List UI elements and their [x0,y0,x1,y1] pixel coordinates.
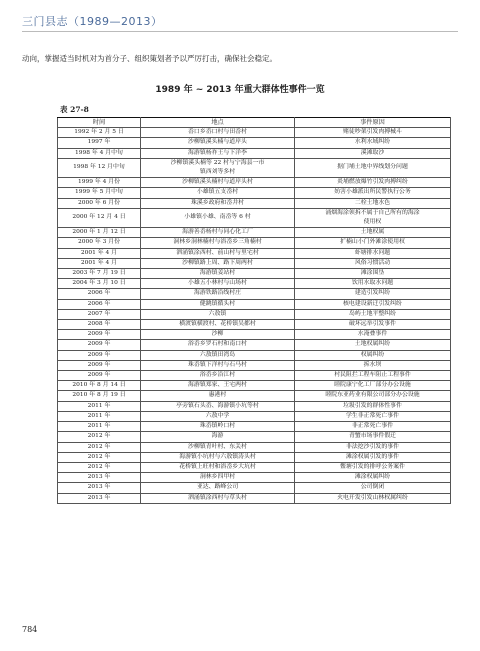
cell-cause: 火电开发引发山林权属纠纷 [295,493,451,503]
cell-location: 小雄五小林村与山场村 [141,279,295,289]
cell-cause: 垃圾引发的群体性事件 [295,401,451,411]
table-number: 表 27-8 [60,105,89,114]
cell-time: 2000 年 3 月份 [58,238,141,248]
cell-time: 2008 年 [58,320,141,330]
cell-location: 海游镇杨祚王与下洋李 [141,148,295,158]
cell-location: 洞林乡四甲村 [141,473,295,483]
cell-location: 珠岙镇下洋村与石马村 [141,360,295,370]
header-time: 时间 [58,118,141,128]
cell-time: 1999 年 5 月中旬 [58,188,141,198]
cell-location: 惠港村 [141,391,295,401]
cell-location: 沙柳镇溪头楠等 22 村与宁海县一市 镇西刘等多村 [141,158,295,177]
table-row [58,391,451,401]
cell-location: 小雄镇小雄、南岙等 6 村 [141,208,295,227]
cell-cause: 土地权属 [295,228,451,238]
cell-location: 沙柳 [141,330,295,340]
cell-time: 2001 年 4 月 [58,248,141,258]
table-row [58,269,451,279]
table-row [58,138,451,148]
cell-time: 2011 年 [58,422,141,432]
cell-time: 2013 年 [58,473,141,483]
cell-cause: 饮用水取水问题 [295,279,451,289]
cell-cause: 涌烟海涂领拆不属于自己所有的海涂 使用权 [295,208,451,227]
cell-location: 浴岙乡沿江村 [141,371,295,381]
cell-time: 2012 年 [58,452,141,462]
cell-cause: 非法挖沙引发的事件 [295,442,451,452]
cell-time: 2011 年 [58,401,141,411]
cell-location: 亚达、路峰公司 [141,483,295,493]
cell-cause: 滩涂权属纠纷 [295,473,451,483]
cell-location: 六敖中学 [141,411,295,421]
table-row [58,340,451,350]
cell-cause: 建造引发纠纷 [295,289,451,299]
cell-time: 2004 年 3 月 10 日 [58,279,141,289]
cell-time: 2007 年 [58,309,141,319]
cell-cause: 扩楠山小门外滩涂使用权 [295,238,451,248]
cell-cause: 滩涂权属引发的事件 [295,452,451,462]
cell-location: 海游镇郑家、王宅两村 [141,381,295,391]
cell-location: 浴岙乡罗石村和南口村 [141,340,295,350]
cell-cause: 睦院康宁化工厂部分办公设施 [295,381,451,391]
cell-location: 六敖镇田湾岛 [141,350,295,360]
table-row [58,462,451,472]
cell-location: 六敖镇 [141,309,295,319]
cell-cause: 村民阻拦工程车阻止工程事件 [295,371,451,381]
cell-cause: 权属纠纷 [295,350,451,360]
table-row [58,238,451,248]
cell-time: 2009 年 [58,360,141,370]
cell-cause: 水利水域纠纷 [295,138,451,148]
page-number: 784 [22,625,38,634]
cell-cause: 睦院东亚药业有限公司部分办公设施 [295,391,451,401]
cell-location: 沙柳镇青叶村、东关村 [141,442,295,452]
table-row [58,158,451,177]
cell-location: 花桥镇上旺村和浴岙乡大坑村 [141,462,295,472]
table-row [58,330,451,340]
cell-cause: 炎埔燃放爆竹引发肉搏纠纷 [295,178,451,188]
cell-time: 2000 年 6 月份 [58,198,141,208]
cell-time: 2009 年 [58,340,141,350]
cell-time: 2013 年 [58,493,141,503]
cell-location: 横渡镇横渡村、花桥镇吴都村 [141,320,295,330]
cell-cause: 破坏远举引发事件 [295,320,451,330]
cell-time: 1999 年 4 月份 [58,178,141,188]
table-row [58,411,451,421]
intro-paragraph: 动向，掌握适当时机对为首分子、组织策划者予以严厉打击，确保社会稳定。 [22,54,277,63]
table-row [58,128,451,138]
header-rule [22,31,458,32]
cell-time: 2000 年 1 月 12 日 [58,228,141,238]
cell-cause: 公司倒闭 [295,483,451,493]
cell-location: 泗涌镇涂西村与草头村 [141,493,295,503]
cell-time: 2012 年 [58,432,141,442]
cell-time: 2009 年 [58,350,141,360]
cell-location: 珠岙镇岭口村 [141,422,295,432]
cell-time: 2010 年 8 月 14 日 [58,381,141,391]
cell-cause: 妨害小雄派出所民警执行公务 [295,188,451,198]
cell-time: 1997 年 [58,138,141,148]
cell-time: 2009 年 [58,371,141,381]
cell-location: 沙柳镇溪头楠村与道岸头村 [141,178,295,188]
table-row [58,289,451,299]
table-row [58,208,451,227]
cell-time: 2010 年 8 月 19 日 [58,391,141,401]
table-row [58,198,451,208]
table-row [58,178,451,188]
cell-time: 2001 年 4 月 [58,258,141,268]
events-table [57,117,451,504]
cell-cause: 岛屿土地平整纠纷 [295,309,451,319]
cell-cause: 青蟹市场事件假迁 [295,432,451,442]
table-title: 1989 年 ~ 2013 年重大群体性事件一览 [155,85,325,95]
table-row [58,442,451,452]
cell-time: 1998 年 12 月中旬 [58,158,141,177]
running-head: 三门县志（1989—2013） [22,15,163,28]
cell-time: 2003 年 7 月 19 日 [58,269,141,279]
cell-cause: 非正常死亡事件 [295,422,451,432]
cell-time: 1998 年 4 月中旬 [58,148,141,158]
cell-cause: 虾塘排水问题 [295,248,451,258]
cell-cause: 溪滩取沙 [295,148,451,158]
table-row [58,299,451,309]
table-row [58,350,451,360]
table-row [58,493,451,503]
cell-cause: 二栓土地水色 [295,198,451,208]
table-row [58,188,451,198]
cell-location: 珠溪乡政府和岙井村 [141,198,295,208]
cell-cause: 滩涂围垦 [295,269,451,279]
cell-cause: 鳖塘引发的排呼公务案件 [295,462,451,472]
table-row [58,228,451,238]
table-body [58,128,451,504]
table-row [58,248,451,258]
cell-cause: 土地权属纠纷 [295,340,451,350]
header-location: 地点 [141,118,295,128]
table-row [58,483,451,493]
cell-time: 2006 年 [58,289,141,299]
cell-cause: 风俗习惯活动 [295,258,451,268]
table-row [58,452,451,462]
cell-location: 洞林乡洞林楠村与浴岙乡三角楠村 [141,238,295,248]
table-row [58,432,451,442]
table-row [58,360,451,370]
table-row [58,258,451,268]
cell-time: 2009 年 [58,330,141,340]
cell-location: 亭旁镇石头岙、海游镇小坑等村 [141,401,295,411]
table-row [58,422,451,432]
cell-time: 2012 年 [58,442,141,452]
cell-location: 海游铁路沿线村庄 [141,289,295,299]
table-header-row [58,118,451,128]
cell-location: 海游善岙杨村与同心化工厂 [141,228,295,238]
cell-location: 岙口乡岙口村与田岙村 [141,128,295,138]
table-row [58,473,451,483]
table-row [58,279,451,289]
cell-location: 泗涌镇涂西村、前山村与里宅村 [141,248,295,258]
table-row [58,401,451,411]
cell-location: 海游镇姜站村 [141,269,295,279]
cell-time: 2013 年 [58,483,141,493]
cell-cause: 学生非正常死亡事件 [295,411,451,421]
cell-location: 海游 [141,432,295,442]
cell-time: 2006 年 [58,299,141,309]
cell-cause: 据门埔土地中界线划分问题 [295,158,451,177]
table-row [58,381,451,391]
table-row [58,371,451,381]
cell-time: 2011 年 [58,411,141,421]
cell-location: 小雄镇五支岙村 [141,188,295,198]
cell-cause: 赌徒吵架引发肉搏械斗 [295,128,451,138]
cell-location: 健跳镇循头村 [141,299,295,309]
cell-time: 1992 年 2 月 5 日 [58,128,141,138]
table-row [58,320,451,330]
cell-time: 2000 年 12 月 4 日 [58,208,141,227]
cell-time: 2012 年 [58,462,141,472]
cell-cause: 水淹叠事件 [295,330,451,340]
cell-location: 海游镇小坑村与六敖镇涛头村 [141,452,295,462]
table-row [58,309,451,319]
cell-cause: 核电建设新迁引发纠纷 [295,299,451,309]
cell-cause: 拆水坝 [295,360,451,370]
header-cause: 事件原因 [295,118,451,128]
cell-location: 沙柳镇溪头楠与道岸头 [141,138,295,148]
table-row [58,148,451,158]
cell-location: 沙柳镇路上周、路下周两村 [141,258,295,268]
